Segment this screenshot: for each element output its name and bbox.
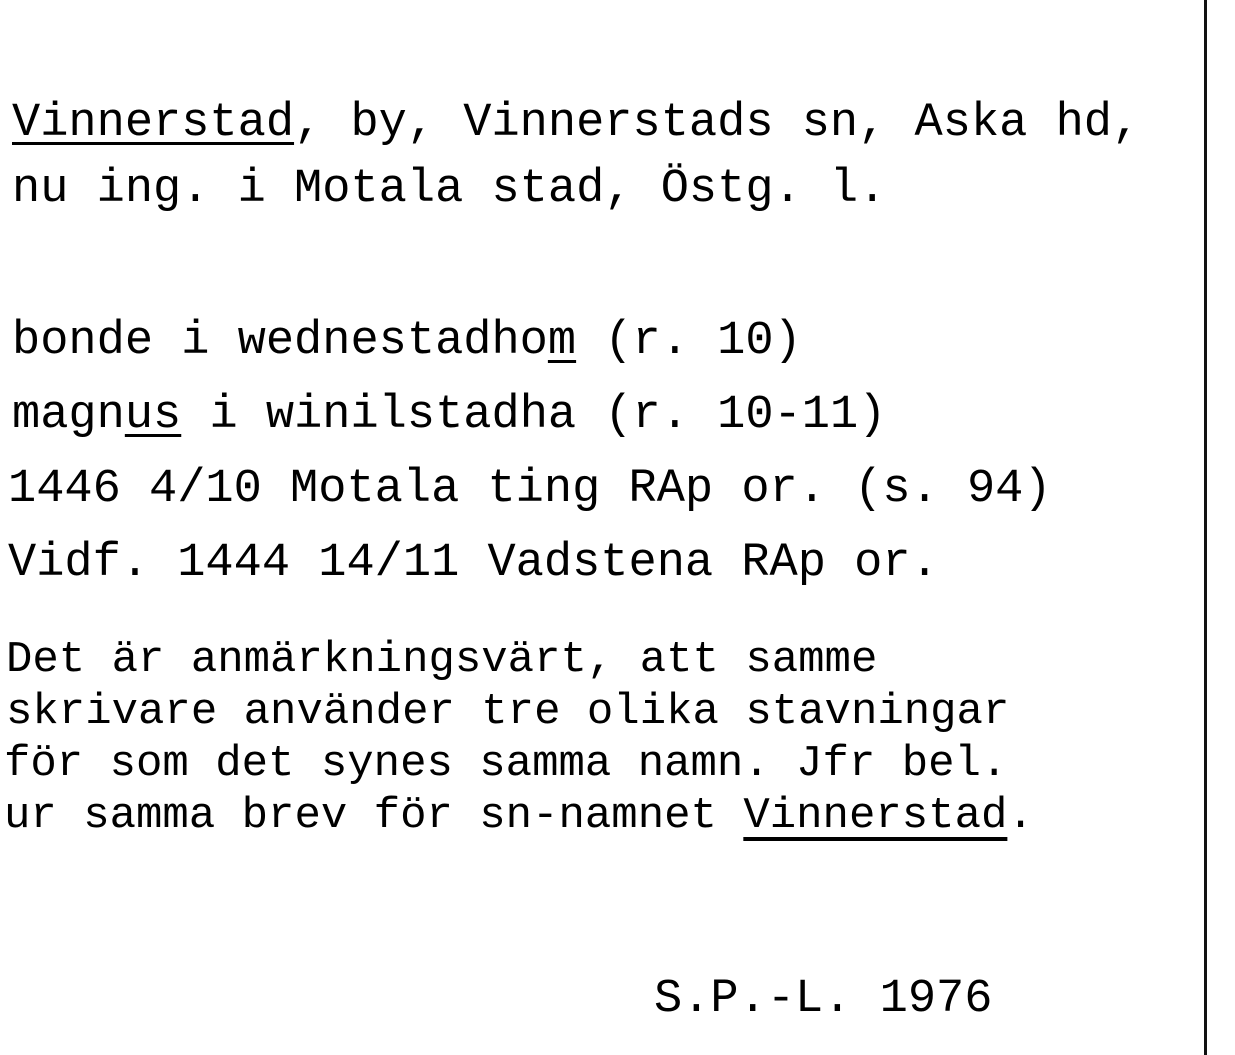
form-line-2	[12, 389, 887, 442]
form-1-underlined: m	[547, 315, 577, 368]
place-name: Vinnerstad	[12, 97, 295, 150]
form-line-1	[12, 315, 802, 368]
heading-rest: , by, Vinnerstads sn, Aska hd,	[294, 97, 1141, 150]
signature: S.P.-L. 1976	[654, 973, 993, 1026]
note-line-4-text: ur samma brev för sn-namnet	[4, 791, 744, 841]
form-2-text: magn	[12, 389, 125, 442]
heading-line-2: nu ing. i Motala stad, Östg. l.	[12, 163, 887, 216]
form-1-text: bonde i wednestadho	[12, 315, 548, 368]
form-2-ref: i winilstadha (r. 10-11)	[181, 389, 887, 442]
note-line-2: skrivare använder tre olika stavningar	[6, 687, 1010, 737]
card-edge-line	[1204, 0, 1207, 1055]
form-1-ref: (r. 10)	[576, 315, 802, 368]
form-2-underlined: us	[124, 389, 182, 442]
note-line-4-end: .	[1007, 791, 1034, 841]
note-line-4	[4, 791, 1034, 841]
heading-line-1	[12, 97, 1141, 150]
note-line-3: för som det synes samma namn. Jfr bel.	[4, 739, 1008, 789]
source-line-2: Vidf. 1444 14/11 Vadstena RAp or.	[8, 537, 939, 590]
note-place-name: Vinnerstad	[743, 791, 1008, 841]
source-line-1: 1446 4/10 Motala ting RAp or. (s. 94)	[8, 463, 1052, 516]
note-line-1: Det är anmärkningsvärt, att samme	[6, 635, 878, 685]
